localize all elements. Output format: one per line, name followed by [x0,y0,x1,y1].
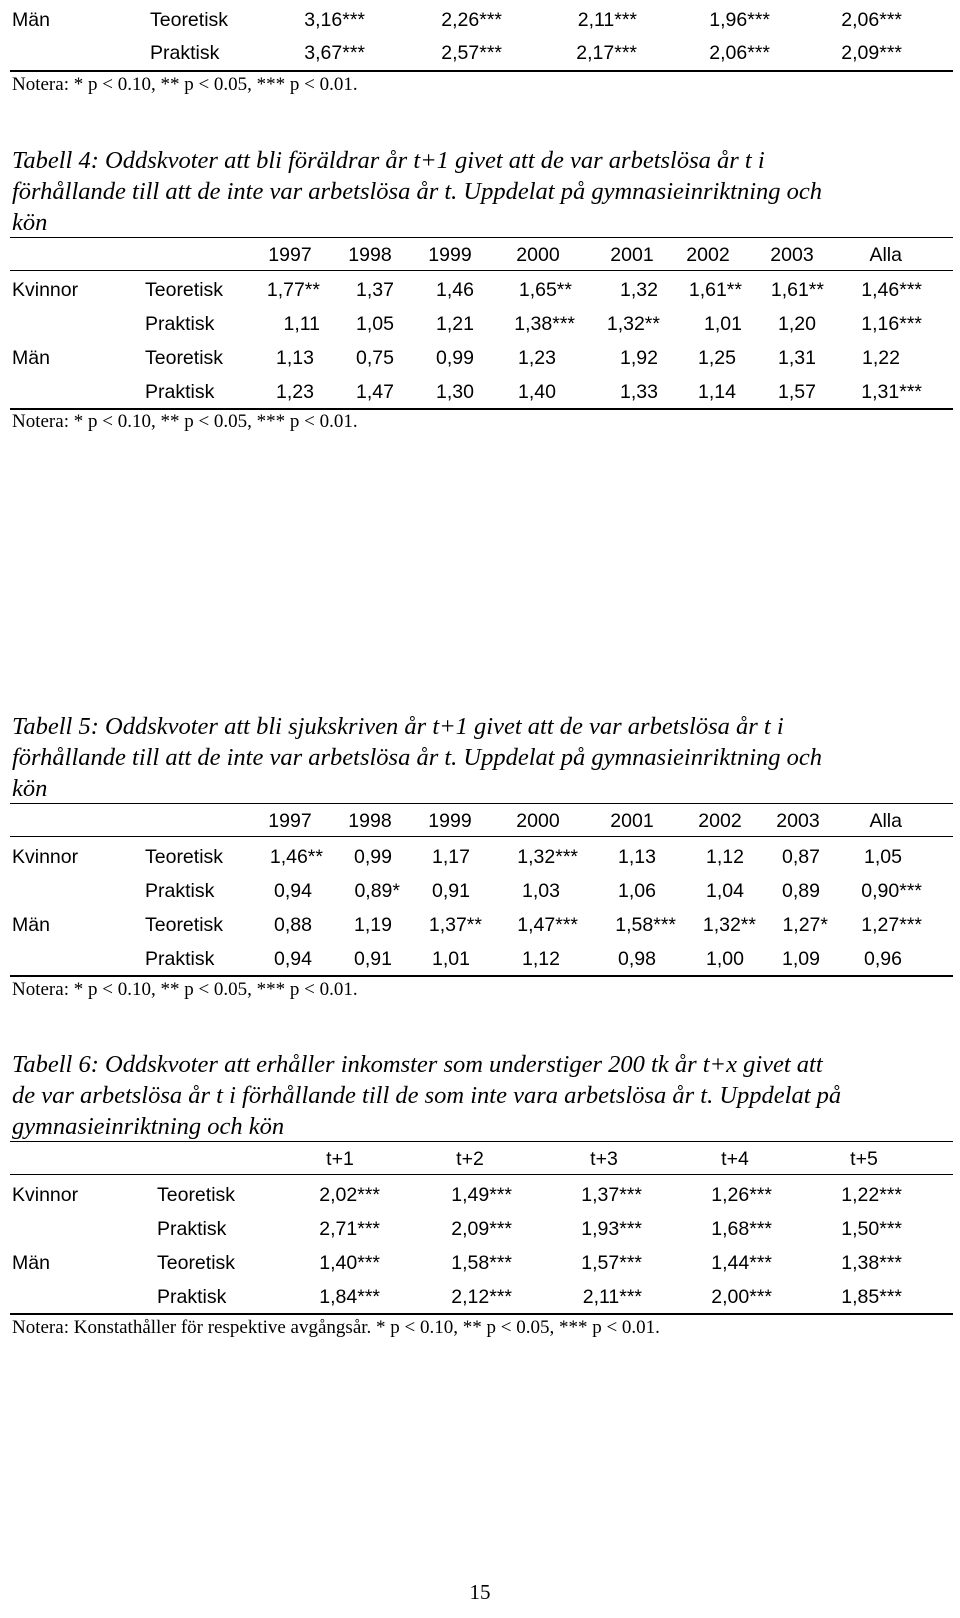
table-cell: 1,27*** [861,914,922,936]
column-header: t+2 [456,1148,484,1170]
table-cell: 0,99 [354,846,392,868]
table-cell: 1,58*** [451,1252,512,1274]
table-cell: 1,38*** [841,1252,902,1274]
table-caption-line: förhållande till att de inte var arbetslösa år t. Uppdelat på gymnasieinriktning och [12,744,823,771]
table-cell: 1,13 [618,846,656,868]
table-cell: 1,85*** [841,1286,902,1308]
table-cell: 1,26*** [711,1184,772,1206]
table-cell: 1,37 [356,279,394,301]
table-cell: 1,03 [522,880,560,902]
table-cell: 0,90*** [861,880,922,902]
table-cell: 1,05 [356,313,394,335]
row-track-label: Teoretisk [157,1252,236,1274]
table-cell: 1,84*** [319,1286,380,1308]
table-cell: 2,02*** [319,1184,380,1206]
table-cell: 1,58*** [615,914,676,936]
table-cell: 1,04 [706,880,744,902]
table-cell: 1,37** [428,914,482,936]
column-header: 1997 [268,244,312,266]
table-cell: 1,49*** [451,1184,512,1206]
table-cell: 0,75 [356,347,394,369]
table-cell: 1,38*** [514,313,575,335]
table-cell: 0,96 [864,948,902,970]
column-header: t+1 [326,1148,354,1170]
row-group-label: Män [12,9,50,31]
table-cell: 1,31*** [861,381,922,403]
table-cell: 1,93*** [581,1218,642,1240]
table-note: Notera: * p < 0.10, ** p < 0.05, *** p < 0.01. [12,74,358,95]
column-header: 2003 [770,244,814,266]
table-cell: 1,57 [778,381,816,403]
table-cell: 1,21 [436,313,474,335]
table-rule [10,803,953,804]
table-cell: 0,94 [274,948,312,970]
table-cell: 2,26*** [441,9,502,31]
table-cell: 3,16*** [304,9,365,31]
column-header: 2002 [698,810,742,832]
table-note: Notera: * p < 0.10, ** p < 0.05, *** p < 0.01. [12,411,358,432]
row-track-label: Teoretisk [145,846,224,868]
column-header: 2000 [516,244,560,266]
column-header: Alla [869,810,902,832]
table-note: Notera: * p < 0.10, ** p < 0.05, *** p < 0.01. [12,979,358,1000]
row-track-label: Praktisk [150,42,220,64]
row-track-label: Praktisk [157,1218,227,1240]
table-caption-line: Tabell 5: Oddskvoter att bli sjukskriven år t+1 givet att de var arbetslösa år t i [12,713,784,740]
table-cell: 1,32** [702,914,756,936]
row-track-label: Teoretisk [145,347,224,369]
row-group-label: Män [12,1252,50,1274]
table-cell: 2,11*** [577,9,637,31]
table-cell: 0,87 [782,846,820,868]
table-cell: 1,27* [782,914,828,936]
table-cell: 1,47*** [517,914,578,936]
table-cell: 1,01 [704,313,742,335]
table-note: Notera: Konstathåller för respektive avgångsår. * p < 0.10, ** p < 0.05, *** p < 0.01. [12,1317,660,1338]
table-cell: 1,23 [518,347,556,369]
table-cell: 0,99 [436,347,474,369]
table-cell: 1,16*** [861,313,922,335]
row-track-label: Praktisk [145,948,215,970]
table-caption-line: Tabell 6: Oddskvoter att erhåller inkomster som understiger 200 tk år t+x givet att [12,1051,823,1078]
row-group-label: Kvinnor [12,1184,79,1206]
table-rule [10,975,953,977]
row-group-label: Män [12,347,50,369]
table-cell: 2,09*** [451,1218,512,1240]
row-track-label: Praktisk [145,313,215,335]
table-cell: 1,30 [436,381,474,403]
table-cell: 1,46** [269,846,323,868]
table-cell: 2,71*** [319,1218,380,1240]
table-caption-line: gymnasieinriktning och kön [12,1113,285,1140]
column-header: 1999 [428,244,472,266]
table-cell: 1,37*** [581,1184,642,1206]
table-cell: 1,31 [778,347,816,369]
column-header: t+4 [721,1148,749,1170]
table-cell: 1,32*** [517,846,578,868]
table-cell: 1,92 [620,347,658,369]
table-caption-line: kön [12,775,48,802]
column-header: 2001 [610,244,654,266]
table-cell: 1,06 [618,880,656,902]
table-cell: 1,50*** [841,1218,902,1240]
table-cell: 0,91 [432,880,470,902]
table-cell: 1,22*** [841,1184,902,1206]
table-cell: 2,12*** [451,1286,512,1308]
row-track-label: Teoretisk [150,9,229,31]
column-header: 1998 [348,810,392,832]
row-track-label: Teoretisk [157,1184,236,1206]
table-cell: 1,11 [283,313,320,335]
table-cell: 1,40*** [319,1252,380,1274]
table-cell: 1,25 [698,347,736,369]
table-cell: 2,17*** [576,42,637,64]
table-cell: 1,32** [606,313,660,335]
table-cell: 3,67*** [304,42,365,64]
table-cell: 1,61** [770,279,824,301]
row-track-label: Praktisk [157,1286,227,1308]
table-cell: 1,05 [864,846,902,868]
table-cell: 1,44*** [711,1252,772,1274]
table-caption-line: de var arbetslösa år t i förhållande till de som inte vara arbetslösa år t. Uppdelat på [12,1082,842,1109]
page-number: 15 [469,1580,491,1604]
row-group-label: Män [12,914,50,936]
table-cell: 1,33 [620,381,658,403]
table-cell: 1,65** [518,279,572,301]
table-cell: 2,11*** [582,1286,642,1308]
table-caption-line: förhållande till att de inte var arbetslösa år t. Uppdelat på gymnasieinriktning och [12,178,823,205]
table-cell: 0,89* [354,880,400,902]
column-header: 2002 [686,244,730,266]
table-cell: 1,61** [688,279,742,301]
column-header: 2003 [776,810,820,832]
table-cell: 1,22 [862,347,900,369]
table-cell: 1,77** [266,279,320,301]
table-cell: 0,94 [274,880,312,902]
column-header: 1999 [428,810,472,832]
table-cell: 1,12 [706,846,744,868]
table-cell: 1,20 [778,313,816,335]
row-track-label: Praktisk [145,880,215,902]
table-caption-line: kön [12,209,48,236]
table-rule [10,1174,953,1175]
table-cell: 0,98 [618,948,656,970]
table-cell: 1,12 [522,948,560,970]
column-header: t+3 [590,1148,618,1170]
table-cell: 0,91 [354,948,392,970]
table-rule [10,1313,953,1315]
table-cell: 2,57*** [441,42,502,64]
table-cell: 1,57*** [581,1252,642,1274]
table-cell: 1,13 [276,347,314,369]
column-header: 2001 [610,810,654,832]
table-rule [10,270,953,271]
table-cell: 1,23 [276,381,314,403]
table-cell: 2,06*** [709,42,770,64]
table-cell: 1,47 [356,381,394,403]
table-cell: 1,00 [706,948,744,970]
column-header: 1998 [348,244,392,266]
table-rule [10,237,953,238]
table-cell: 1,40 [518,381,556,403]
column-header: Alla [869,244,902,266]
row-track-label: Teoretisk [145,914,224,936]
column-header: t+5 [850,1148,878,1170]
table-cell: 1,46 [436,279,474,301]
table-cell: 0,89 [782,880,820,902]
table-cell: 1,14 [698,381,736,403]
column-header: 1997 [268,810,312,832]
table-cell: 1,96*** [709,9,770,31]
table-cell: 1,19 [354,914,392,936]
table-rule [10,1141,953,1142]
row-track-label: Teoretisk [145,279,224,301]
table-rule [10,408,953,410]
table-rule [10,836,953,837]
table-cell: 2,09*** [841,42,902,64]
table-cell: 1,01 [432,948,470,970]
table-cell: 2,06*** [841,9,902,31]
row-group-label: Kvinnor [12,846,79,868]
table-rule [10,70,953,72]
table-cell: 2,00*** [711,1286,772,1308]
row-group-label: Kvinnor [12,279,79,301]
table-cell: 1,09 [782,948,820,970]
table-cell: 1,32 [620,279,658,301]
table-cell: 1,68*** [711,1218,772,1240]
table-cell: 1,17 [432,846,470,868]
table-cell: 0,88 [274,914,312,936]
table-caption-line: Tabell 4: Oddskvoter att bli föräldrar år t+1 givet att de var arbetslösa år t i [12,147,765,174]
row-track-label: Praktisk [145,381,215,403]
table-cell: 1,46*** [861,279,922,301]
column-header: 2000 [516,810,560,832]
